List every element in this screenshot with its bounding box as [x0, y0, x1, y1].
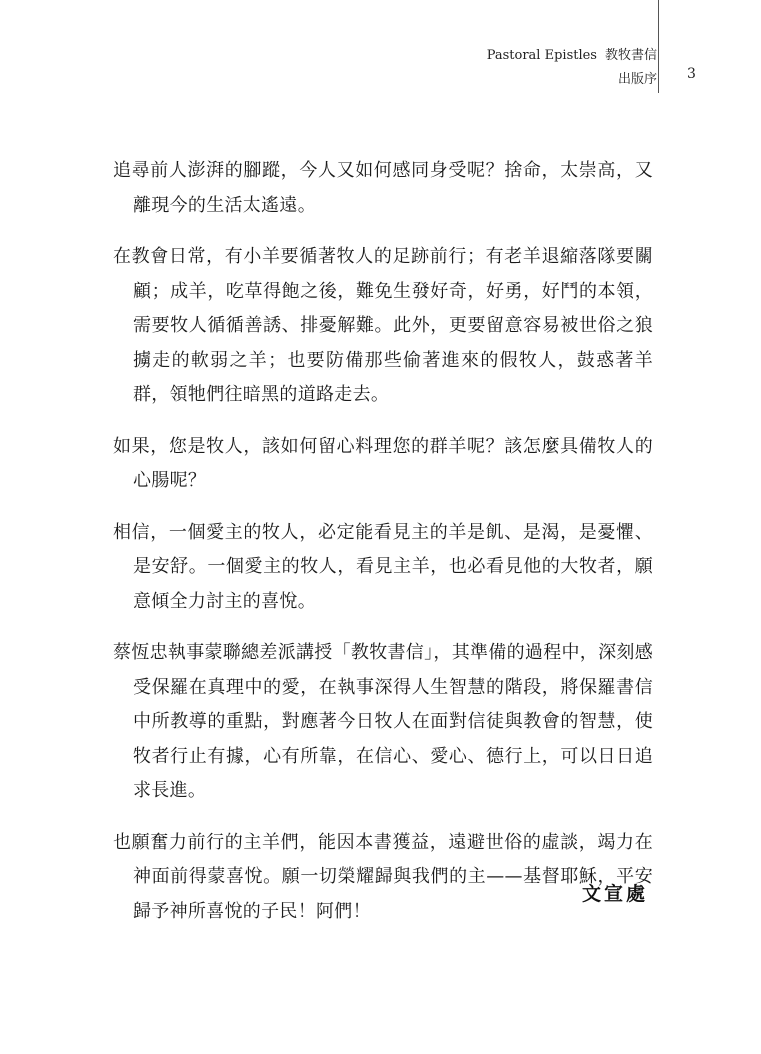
paragraph: 也願奮力前行的主羊們，能因本書獲益，遠避世俗的虛談，竭力在神面前得蒙喜悅。願一切榮耀歸與我們的主——基督耶穌，平安歸予神所喜悅的子民！阿們！	[113, 831, 653, 922]
signature: 文宣處	[581, 883, 648, 905]
paragraph: 蔡恆忠執事蒙聯總差派講授「教牧書信」，其準備的過程中，深刻感受保羅在真理中的愛，在執事深得人生智慧的階段，將保羅書信中所教導的重點，對應著今日牧人在面對信徒與教會的智慧，使牧者行止有據，心有所靠，在信心、愛心、德行上，可以日日追求長進。	[113, 642, 653, 801]
page-number: 3	[687, 66, 696, 82]
header-divider	[658, 0, 659, 93]
section-title: 出版序	[617, 72, 657, 87]
paragraph: 追尋前人澎湃的腳蹤，今人又如何感同身受呢？捨命，太崇高，又離現今的生活太遙遠。	[113, 160, 653, 216]
paragraph: 如果，您是牧人，該如何留心料理您的群羊呢？該怎麼具備牧人的心腸呢？	[113, 435, 653, 491]
paragraph: 在教會日常，有小羊要循著牧人的足跡前行；有老羊退縮落隊要關顧；成羊，吃草得飽之後，難免生發好奇，好勇，好鬥的本領，需要牧人循循善誘、排憂解難。此外，更要留意容易被世俗之狼擄走的軟弱之羊；也要防備那些偷著進來的假牧人，鼓惑著羊群，領牠們往暗黑的道路走去。	[113, 246, 653, 405]
main-text	[113, 154, 653, 946]
running-header	[487, 44, 657, 92]
header-title-row	[487, 44, 657, 68]
series-title-en: Pastoral Epistles	[486, 48, 597, 63]
paragraph: 相信，一個愛主的牧人，必定能看見主的羊是飢、是渴，是憂懼、是安舒。一個愛主的牧人，看見主羊，也必看見他的大牧者，願意傾全力討主的喜悅。	[113, 521, 653, 612]
series-title-zh: 教牧書信	[604, 48, 657, 63]
